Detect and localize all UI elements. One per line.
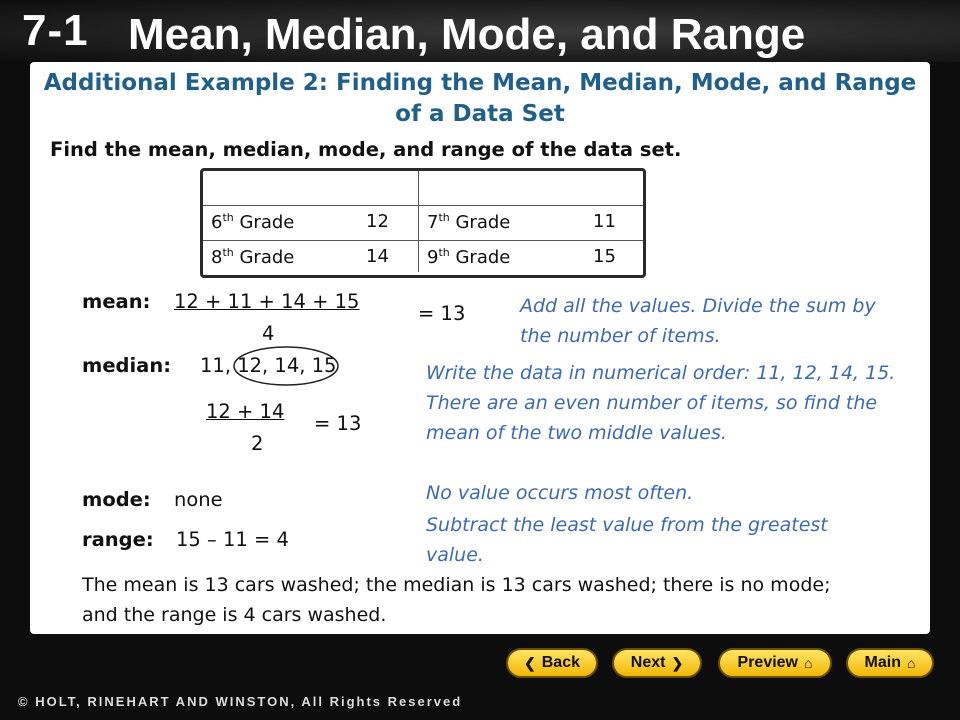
home-icon: ⌂: [906, 655, 916, 671]
mean-numerator: 12 + 11 + 14 + 15: [174, 290, 360, 313]
mean-result: = 13: [418, 302, 466, 325]
back-button[interactable]: [506, 648, 598, 678]
next-button[interactable]: [612, 648, 702, 678]
median-ordered: 11, 12, 14, 15: [200, 354, 337, 377]
example-title: Additional Example 2: Finding the Mean, Median, Mode, and Range of a Data Set: [43, 70, 917, 127]
median-numerator: 12 + 14: [206, 400, 285, 423]
middle-values-circle: [230, 344, 342, 388]
mode-label: mode:: [82, 488, 151, 511]
grade-label: 7th Grade: [427, 211, 511, 233]
preview-button[interactable]: [718, 648, 832, 678]
median-result: = 13: [314, 412, 362, 435]
slide-content: [30, 62, 930, 634]
grade-value: 12: [366, 211, 389, 232]
grade-label: 8th Grade: [211, 246, 295, 268]
median-denominator: 2: [251, 432, 264, 455]
median-label: median:: [82, 354, 172, 377]
arrow-left-icon: ❮: [524, 654, 536, 671]
mode-explanation: No value occurs most often.: [426, 482, 694, 504]
table-row: [203, 240, 643, 275]
back-label: Back: [541, 654, 580, 671]
table-header: [203, 171, 643, 205]
main-label: Main: [864, 654, 901, 671]
problem-prompt: Find the mean, median, mode, and range of the data set.: [50, 138, 682, 161]
main-button[interactable]: [846, 648, 934, 678]
lesson-title: Mean, Median, Mode, and Range: [128, 10, 806, 59]
range-explanation: Subtract the least value from the greatest value.: [426, 514, 828, 566]
lesson-number: 7-1: [22, 6, 89, 55]
mean-denominator: 4: [262, 322, 275, 345]
table-row: [203, 205, 643, 240]
data-table: [200, 168, 646, 278]
mean-explanation: Add all the values. Divide the sum by the number of items.: [520, 295, 876, 347]
slide-header: [0, 0, 960, 62]
mean-label: mean:: [82, 290, 151, 313]
grade-label: 9th Grade: [427, 246, 511, 268]
grade-value: 11: [593, 211, 616, 232]
mode-value: none: [174, 488, 223, 511]
range-label: range:: [82, 528, 154, 551]
median-explanation: Write the data in numerical order: 11, 12, 14, 15. There are an even number of items, so find the mean of the two middle values.: [426, 362, 896, 444]
range-value: 15 – 11 = 4: [176, 528, 289, 551]
grade-value: 14: [366, 246, 389, 267]
home-icon: ⌂: [804, 655, 813, 671]
next-label: Next: [630, 654, 666, 671]
summary-text: The mean is 13 cars washed; the median is 13 cars washed; there is no mode; and the range is 4 cars washed.: [82, 574, 831, 626]
preview-label: Preview: [737, 654, 798, 671]
arrow-right-icon: ❯: [671, 654, 684, 671]
copyright-footer: © HOLT, RINEHART AND WINSTON, All Rights Reserved: [18, 694, 463, 709]
grade-value: 15: [593, 246, 616, 267]
grade-label: 6th Grade: [211, 211, 295, 233]
